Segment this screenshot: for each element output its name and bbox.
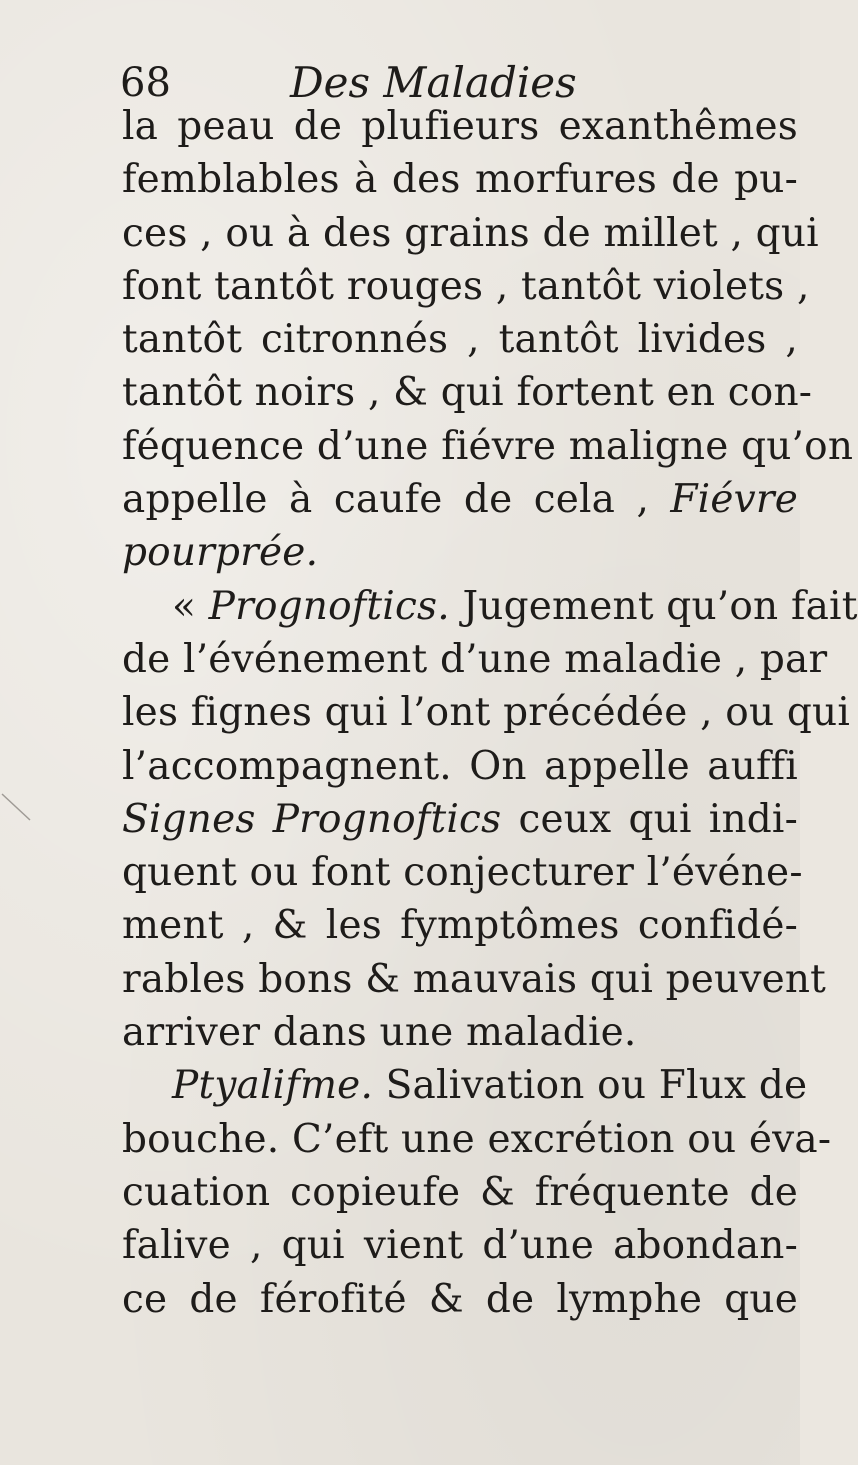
- text-line: [122, 207, 819, 260]
- text-line: [122, 313, 798, 366]
- text-line: [122, 846, 803, 899]
- line-text: appelle à caufe de cela ,: [122, 477, 671, 523]
- line-text: de l’événement d’une maladie , par: [122, 636, 828, 682]
- text-line: [122, 100, 798, 153]
- line-text: rables bons & mauvais qui peuvent: [122, 956, 827, 1002]
- text-line: [122, 1059, 808, 1112]
- text-line: [122, 153, 798, 206]
- line-text: font tantôt rouges , tantôt violets ,: [122, 263, 810, 309]
- line-text: ces , ou à des grains de millet , qui: [122, 210, 819, 256]
- line-text: femblables à des morfures de pu-: [122, 157, 798, 203]
- text-line: [122, 260, 810, 313]
- text-line: [122, 793, 798, 846]
- text-line: [122, 1113, 832, 1166]
- line-text: «: [172, 583, 209, 629]
- italic-term: Signes Prognoftics: [122, 796, 502, 842]
- line-text: tantôt citronnés , tantôt livides ,: [122, 317, 798, 363]
- text-line: [122, 633, 828, 686]
- line-text: arriver dans une maladie.: [122, 1010, 637, 1056]
- page-number: 68: [120, 60, 171, 106]
- text-line: [122, 1273, 798, 1326]
- line-text: ceux qui indi-: [501, 796, 798, 842]
- line-text: ce de férofité & de lymphe que: [122, 1276, 798, 1322]
- text-line: [122, 526, 798, 579]
- line-text: Salivation ou Flux de: [373, 1063, 808, 1109]
- text-line: [122, 1006, 798, 1059]
- text-line: [122, 686, 851, 739]
- text-line: [122, 953, 827, 1006]
- italic-term: Fiévre: [670, 477, 798, 523]
- line-text: bouche. C’eft une excrétion ou éva-: [122, 1116, 832, 1162]
- body-text: [122, 100, 858, 1326]
- margin-pencil-mark: [0, 790, 36, 826]
- line-text: l’accompagnent. On appelle auffi: [122, 743, 798, 789]
- text-line: [122, 580, 858, 633]
- line-text: cuation copieufe & fréquente de: [122, 1169, 798, 1215]
- text-line: [122, 740, 798, 793]
- text-line: [122, 1219, 798, 1272]
- text-line: [122, 1166, 798, 1219]
- line-text: la peau de plufieurs exanthêmes: [122, 104, 798, 149]
- running-title: Des Maladies: [290, 58, 577, 107]
- italic-term: pourprée.: [122, 530, 319, 576]
- italic-term: Prognoftics.: [208, 583, 450, 629]
- line-text: tantôt noirs , & qui fortent en con-: [122, 370, 813, 416]
- text-line: [122, 420, 854, 473]
- line-text: ment , & les fymptômes confidé-: [122, 903, 798, 949]
- line-text: les fignes qui l’ont précédée , ou qui: [122, 690, 851, 736]
- italic-term: Ptyalifme.: [172, 1063, 374, 1109]
- text-line: [122, 473, 798, 526]
- text-line: [122, 366, 813, 419]
- text-line: [122, 899, 798, 952]
- line-text: Jugement qu’on fait: [449, 583, 858, 629]
- line-text: féquence d’une fiévre maligne qu’on: [122, 423, 854, 469]
- line-text: falive , qui vient d’une abondan-: [122, 1223, 798, 1269]
- line-text: quent ou font conjecturer l’événe-: [122, 850, 803, 896]
